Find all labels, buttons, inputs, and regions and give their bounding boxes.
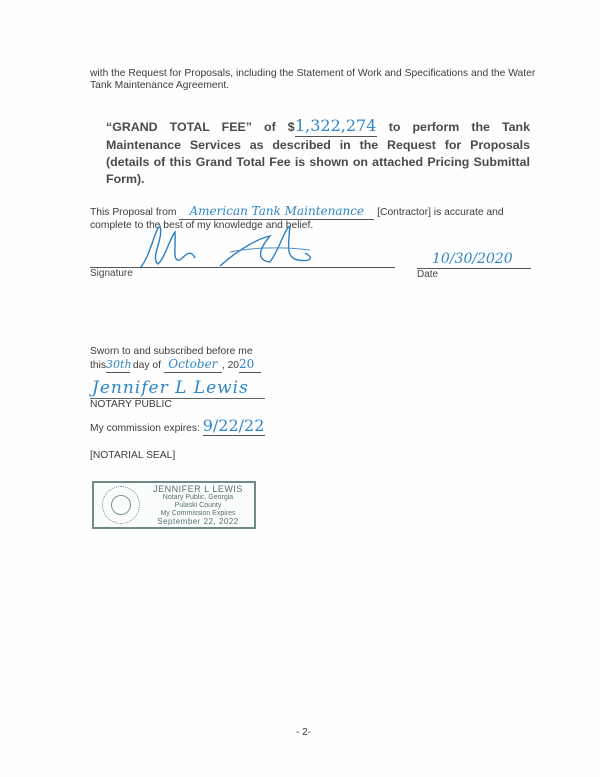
attestation-suffix: [Contractor] is accurate and complete to the best of my knowledge and belief. [90, 207, 504, 231]
stamp-line5: September 22, 2022 [157, 517, 239, 526]
notary-stamp [92, 481, 256, 529]
year-handwritten: 20 [239, 357, 255, 371]
grand-total-fee-clause [106, 117, 530, 188]
month-field [164, 358, 222, 373]
page-number: - 2- [296, 727, 311, 738]
stamp-line2: Notary Public, Georgia [162, 494, 234, 501]
commission-handwritten: 9/22/22 [202, 416, 265, 435]
attestation-prefix: This Proposal from [90, 207, 180, 218]
contractor-handwritten: American Tank Maintenance [189, 204, 365, 218]
stamp-line3: Pulaski County [174, 502, 222, 509]
commission-line [90, 416, 265, 436]
stamp-name: JENNIFER L LEWIS [153, 484, 243, 494]
this-label: this [90, 360, 107, 371]
signature-label: Signature [90, 268, 133, 279]
notary-signature-handwritten: Jennifer L Lewis [92, 378, 249, 398]
commission-field [202, 416, 265, 436]
day-of-label: day of [132, 360, 161, 371]
fee-prefix: “GRAND TOTAL FEE” of $ [106, 120, 295, 134]
commission-label: My commission expires: [90, 423, 200, 434]
month-handwritten: October [168, 357, 218, 371]
day-field [106, 359, 130, 373]
notarial-seal-label: [NOTARIAL SEAL] [90, 450, 176, 461]
sworn-line: Sworn to and subscribed before me [90, 346, 253, 357]
fee-amount-handwritten: 1,322,274 [294, 116, 377, 135]
fee-amount-field [295, 117, 377, 137]
fee-suffix: to perform the Tank Maintenance Services as described in the Request for Proposals (details of this Grand Total Fee is shown on attached Pricing Submittal Form). [106, 120, 530, 186]
notary-public-label: NOTARY PUBLIC [90, 399, 172, 410]
signature-line [90, 267, 395, 268]
contractor-signature-scribble [120, 218, 320, 274]
date-label: Date [417, 269, 439, 280]
date-handwritten: 10/30/2020 [432, 251, 513, 267]
stamp-text [144, 485, 252, 526]
state-seal-icon [102, 486, 140, 524]
year-prefix: , 20 [221, 360, 240, 371]
stamp-line4: My Commission Expires [160, 510, 236, 517]
year-field [239, 358, 261, 373]
day-handwritten: 30th [106, 358, 132, 371]
intro-paragraph: with the Request for Proposals, including the Statement of Work and Specifications and the Water Tank Maintenance Agreement. [90, 68, 536, 91]
sworn-date-line [90, 358, 261, 373]
